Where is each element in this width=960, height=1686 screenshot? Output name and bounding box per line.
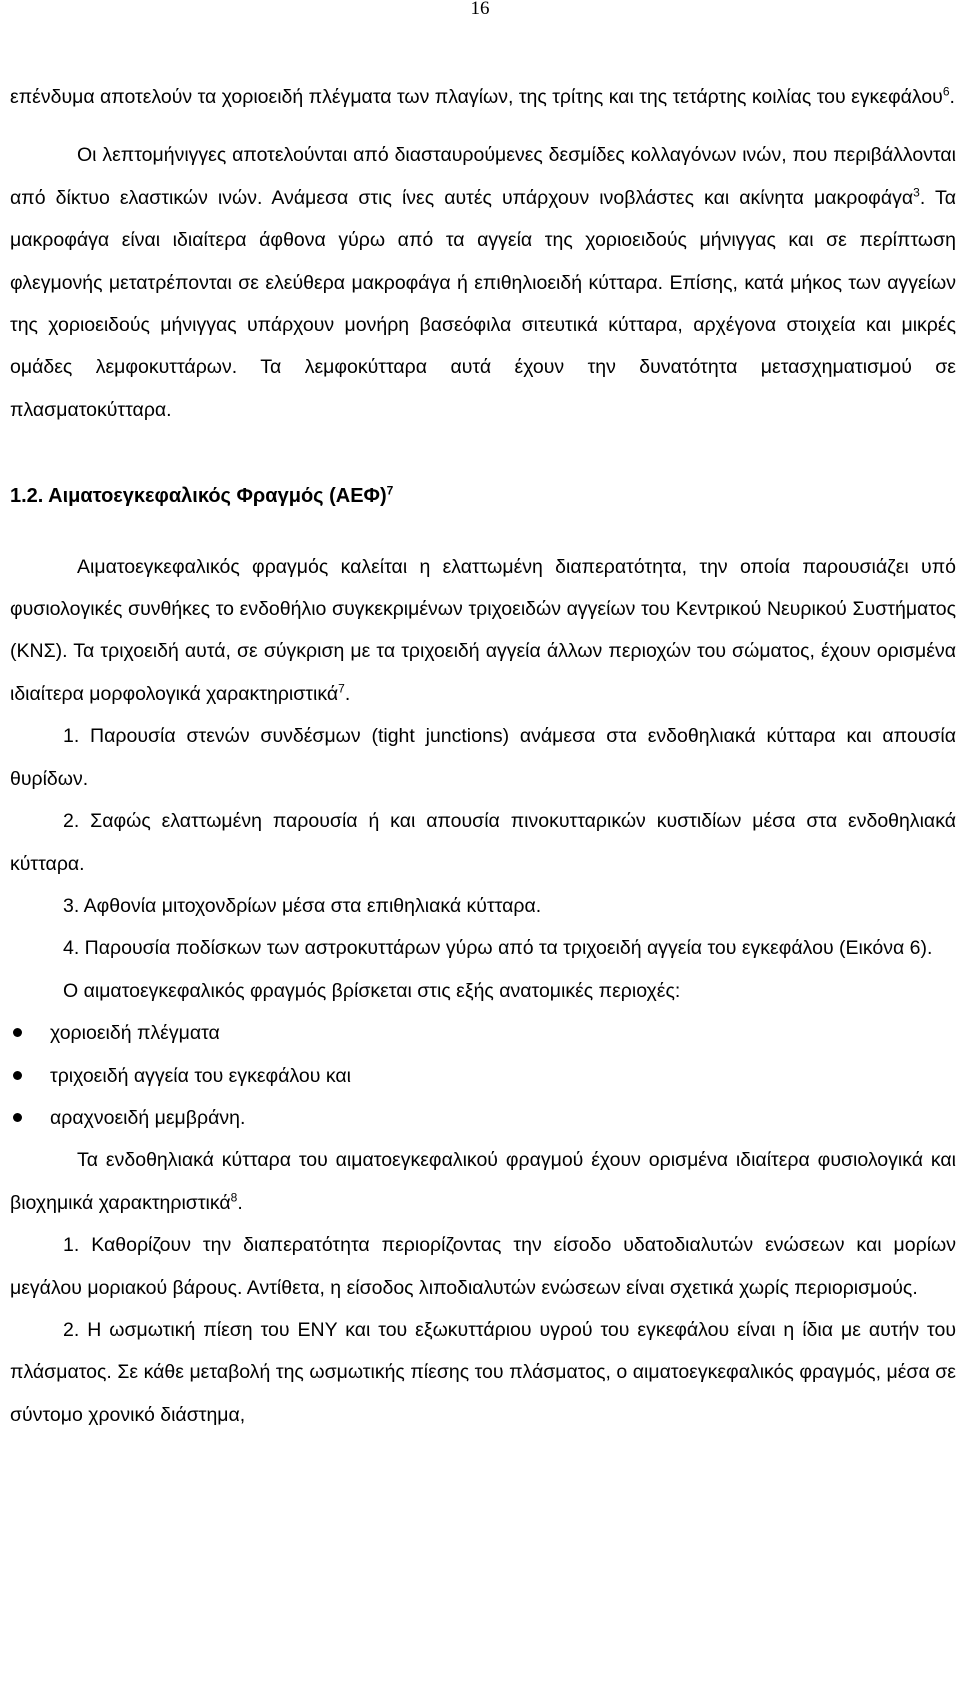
- bullet-list-item: χοριοειδή πλέγματα: [10, 1012, 956, 1054]
- bullet-list-item: αραχνοειδή μεμβράνη.: [10, 1097, 956, 1139]
- numbered-list-item: 4. Παρουσία ποδίσκων των αστροκυττάρων γύρω από τα τριχοειδή αγγεία του εγκεφάλου (Εικόνα 6).: [63, 937, 933, 960]
- bullet-list-item: τριχοειδή αγγεία του εγκεφάλου και: [10, 1055, 956, 1097]
- bullet-icon: [13, 1028, 22, 1037]
- numbered-list-item: 2. Σαφώς ελαττωμένη παρουσία ή και απουσία πινοκυτταρικών κυστιδίων μέσα στα ενδοθηλιακά κύτταρα.: [10, 810, 956, 875]
- reference-superscript: 3: [913, 185, 920, 200]
- numbered-list-item: 2. Η ωσμωτική πίεση του ΕΝΥ και του εξωκυττάριου υγρού του εγκεφάλου είναι η ίδια με αυτήν του πλάσματος. Σε κάθε μεταβολή της ωσμωτικής πίεσης του πλάσματος, ο αιματοεγκεφαλικός φραγμός, μέσα σε σύντομο χρονικό διάστημα,: [10, 1318, 956, 1426]
- numbered-list-item: 3. Αφθονία μιτοχονδρίων μέσα στα επιθηλιακά κύτταρα.: [63, 894, 542, 917]
- bullet-icon: [13, 1113, 22, 1122]
- bullet-list: [10, 1012, 956, 1139]
- reference-superscript: 7: [338, 681, 345, 696]
- reference-superscript: 6: [942, 84, 950, 99]
- numbered-list-item: 1. Παρουσία στενών συνδέσμων (tight junctions) ανάμεσα στα ενδοθηλιακά κύτταρα και απουσία θυρίδων.: [10, 725, 956, 790]
- reference-superscript: 8: [230, 1190, 238, 1205]
- paragraph-bbb-definition: Αιματοεγκεφαλικός φραγμός καλείται η ελαττωμένη διαπερατότητα, την οποία παρουσιάζει υπό φυσιολογικές συνθήκες το ενδοθήλιο συγκεκριμένων τριχοειδών αγγείων του Κεντρικού Νευρικού Συστήματος (ΚΝΣ). Τα τριχοειδή αυτά, σε σύγκριση με τα τριχοειδή αγγεία άλλων περιοχών του σώματος, έχουν ορισμένα ιδιαίτερα μορφολογικά χαρακτηριστικά$^7$.: [10, 555, 956, 705]
- bullet-icon: [13, 1071, 22, 1080]
- section-heading: 1.2. Αιματοεγκεφαλικός Φραγμός $(AE\Phi)^7$: [10, 483, 394, 508]
- page-number: 16: [470, 0, 490, 19]
- paragraph-leptomeninges: Οι λεπτομήνιγγες αποτελούνται από διασταυρούμενες δεσμίδες κολλαγόνων ινών, που περιβάλλονται από δίκτυο ελαστικών ινών. Ανάμεσα στις ίνες αυτές υπάρχουν ινοβλάστες και ακίνητα μακροφάγα$^3$. Τα μακροφάγα είναι ιδιαίτερα άφθονα γύρω από τα αγγεία της χοριοειδούς μήνιγγας και σε περίπτωση φλεγμονής μετατρέπονται σε ελεύθερα μακροφάγα ή επιθηλιοειδή κύτταρα. Επίσης, κατά μήκος των αγγείων της χοριοειδούς μήνιγγας υπάρχουν μονήρη βασεόφιλα σιτευτικά κύτταρα, αρχέγονα στοιχεία και μικρές ομάδες λεμφοκυττάρων. Τα λεμφοκύτταρα αυτά έχουν την δυνατότητα μετασχηματισμού σε πλασματοκύτταρα.: [10, 144, 956, 421]
- paragraph-endothelial-characteristics: Τα ενδοθηλιακά κύτταρα του αιματοεγκεφαλικού φραγμού έχουν ορισμένα ιδιαίτερα φυσιολογικά και βιοχημικά χαρακτηριστικά$^8$.: [10, 1149, 956, 1214]
- reference-superscript: 7: [386, 483, 394, 498]
- paragraph-anatomical-regions: Ο αιματοεγκεφαλικός φραγμός βρίσκεται στις εξής ανατομικές περιοχές:: [63, 979, 681, 1002]
- numbered-list-item: 1. Καθορίζουν την διαπερατότητα περιορίζοντας την είσοδο υδατοδιαλυτών ενώσεων και μορίων μεγάλου μοριακού βάρους. Αντίθετα, η είσοδος λιποδιαλυτών ενώσεων είναι σχετικά χωρίς περιορισμούς.: [10, 1234, 956, 1299]
- paragraph-continuation: επένδυμα αποτελούν τα χοριοειδή πλέγματα των πλαγίων, της τρίτης και της τετάρτης κοιλίας του εγκεφάλου$^6$.: [10, 84, 955, 108]
- page-body: [10, 76, 956, 1436]
